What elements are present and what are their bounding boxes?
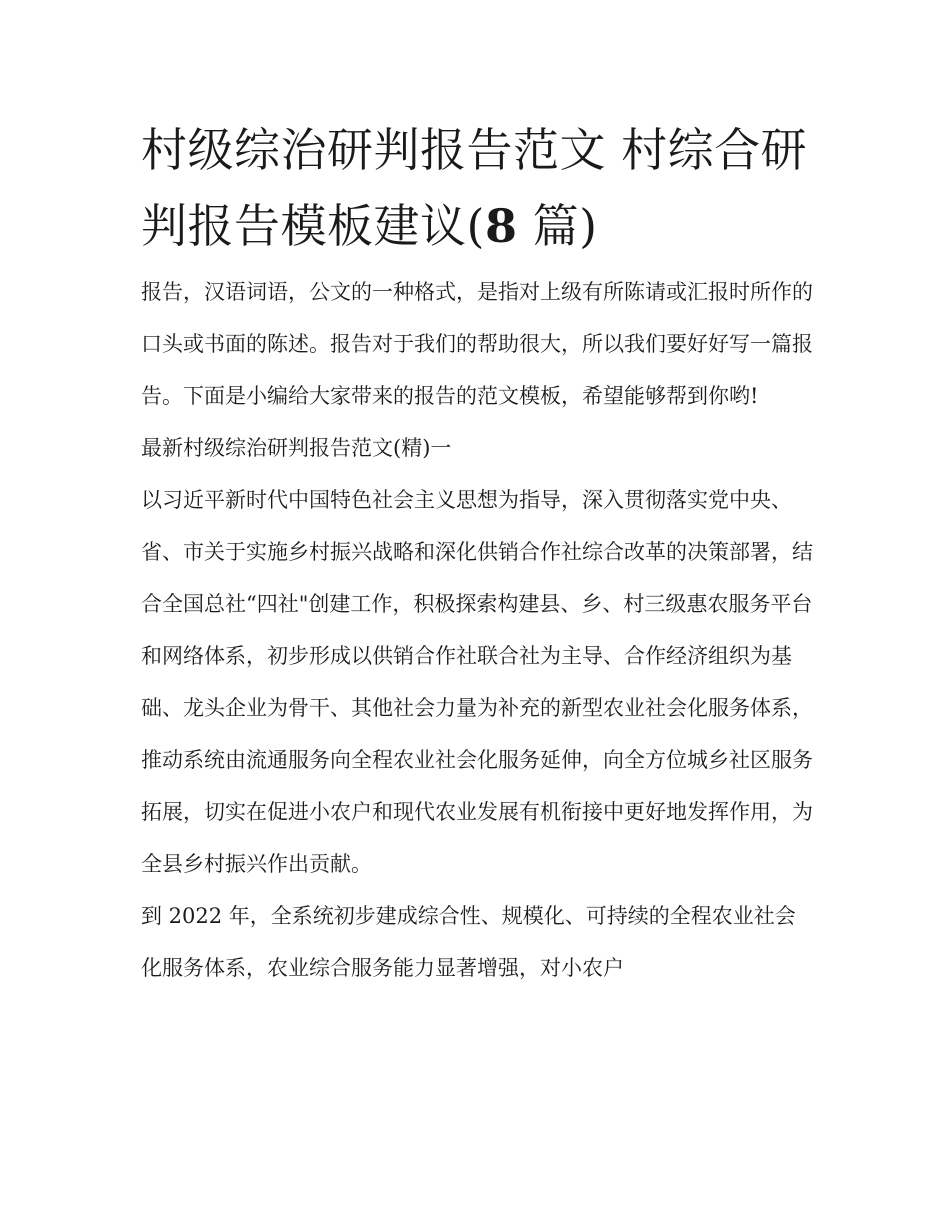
- title-text-end: 篇): [517, 199, 598, 253]
- title-text-main: 村级综治研判报告范文 村综合研判报告模板建议(: [141, 123, 808, 253]
- intro-paragraph: 报告，汉语词语，公文的一种格式，是指对上级有所陈请或汇报时所作的口头或书面的陈述。报告对于我们的帮助很大，所以我们要好好写一篇报告。下面是小编给大家带来的报告的范文模板，希望能够帮到你哟!: [141, 280, 813, 408]
- body-paragraph-1: 以习近平新时代中国特色社会主义思想为指导，深入贯彻落实党中央、省、市关于实施乡村振兴战略和深化供销合作社综合改革的决策部署，结合全国总社“四社"创建工作，积极探索构建县、乡、村三级惠农服务平台和网络体系，初步形成以供销合作社联合社为主导、合作经济组织为基础、龙头企业为骨干、其他社会力量为补充的新型农业社会化服务体系，推动系统由流通服务向全程农业社会化服务延伸，向全方位城乡社区服务拓展，切实在促进小农户和现代农业发展有机衔接中更好地发挥作用，为全县乡村振兴作出贡献。: [141, 488, 813, 876]
- body-paragraph-2: 到 2022 年，全系统初步建成综合性、规模化、可持续的全程农业社会化服务体系，农业综合服务能力显著增强，对小农户: [141, 904, 796, 980]
- document-title: [141, 112, 813, 264]
- title-count: 8: [484, 199, 518, 253]
- document-page: [141, 112, 813, 994]
- section-title: 最新村级综治研判报告范文(精)一: [141, 436, 452, 460]
